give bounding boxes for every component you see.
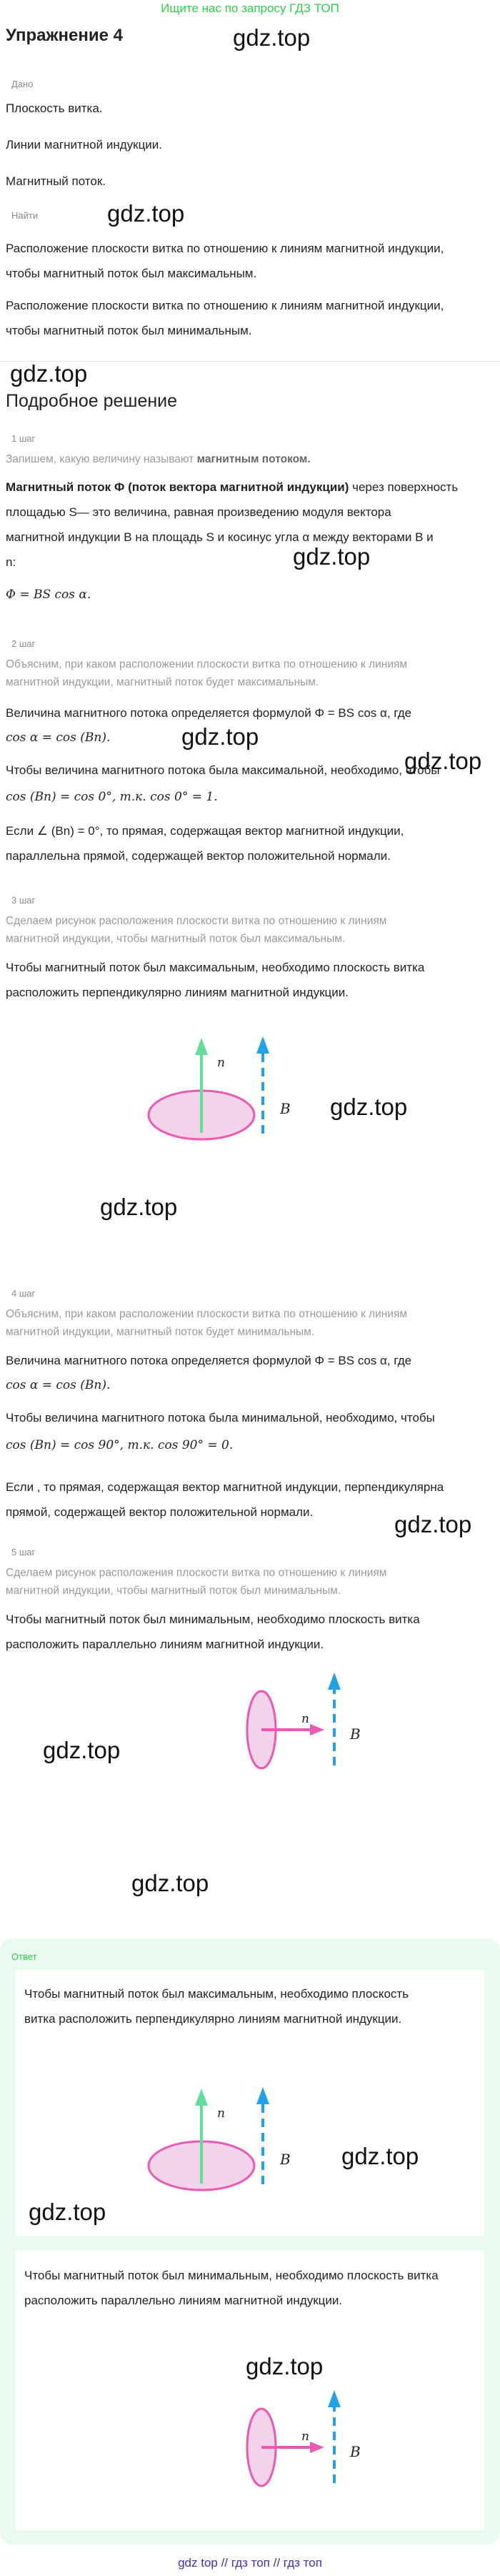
induction-vector-label: B — [350, 1725, 361, 1743]
step-text: прямой, содержащей вектор положительной нормали. — [6, 1505, 314, 1519]
given-line: Линии магнитной индукции. — [6, 138, 163, 152]
normal-vector-arrowhead — [195, 2089, 208, 2106]
step-text: Если , то прямая, содержащая вектор магнитной индукции, перпендикулярна — [6, 1480, 444, 1494]
find-line: чтобы магнитный поток был минимальным. — [6, 324, 252, 337]
step-description: Сделаем рисунок расположения плоскости витка по отношению к линиям — [6, 915, 387, 927]
step-description: магнитной индукции, чтобы магнитный поток был максимальным. — [6, 933, 346, 945]
search-hint-link[interactable]: Ищите нас по запросу ГДЗ ТОП — [161, 1, 339, 15]
step-description: Сделаем рисунок расположения плоскости витка по отношению к линиям — [6, 1567, 387, 1579]
normal-vector-arrowhead — [195, 1038, 208, 1055]
watermark: gdz.top — [330, 1094, 408, 1120]
watermark: gdz.top — [107, 200, 185, 227]
step-label: 4 шаг — [11, 1288, 36, 1299]
footer-links[interactable]: gdz top // гдз топ // гдз топ — [178, 2556, 322, 2570]
step-formula: cos (Bn) = cos 90°, т.к. cos 90° = 0. — [6, 1438, 234, 1452]
find-line: Расположение плоскости витка по отношению к линиям магнитной индукции, — [6, 299, 444, 312]
coil-perpendicular-figure — [136, 2059, 321, 2201]
step-description: Объясним, при каком расположении плоскости витка по отношению к линиям — [6, 1308, 408, 1320]
step-text: параллельна прямой, содержащей вектор положительной нормали. — [6, 849, 391, 863]
step-label: 5 шаг — [11, 1547, 36, 1557]
watermark: gdz.top — [29, 2199, 106, 2225]
step-text: Чтобы величина магнитного потока была минимальной, необходимо, чтобы — [6, 1411, 435, 1425]
step-formula: cos α = cos (Bn). — [6, 1378, 111, 1392]
induction-vector-arrowhead — [328, 2390, 341, 2407]
step-text: Чтобы магнитный поток был минимальным, необходимо плоскость витка — [6, 1613, 420, 1626]
watermark: gdz.top — [246, 2353, 324, 2379]
watermark: gdz.top — [181, 723, 259, 750]
coil-perpendicular-figure — [136, 1008, 321, 1151]
solution-heading: Подробное решение — [6, 391, 178, 411]
step-description: Запишем, какую величину называют магнитным потоком. — [6, 453, 311, 465]
step-label: 2 шаг — [11, 638, 36, 649]
normal-vector-arrowhead — [310, 1724, 324, 1735]
answer-label: Ответ — [11, 1951, 37, 1962]
step-text: магнитной индукции B на площадь S и косинус угла α между векторами B и — [6, 530, 434, 544]
step-formula: cos α = cos (Bn). — [6, 730, 111, 745]
normal-vector-label: n — [301, 1712, 309, 1726]
step-text: Величина магнитного потока определяется формулой Φ = BS cos α, где — [6, 1354, 412, 1367]
watermark: gdz.top — [394, 1511, 472, 1537]
answer-text: Чтобы магнитный поток был минимальным, необходимо плоскость витка — [24, 2269, 439, 2282]
induction-vector-arrowhead — [328, 1673, 341, 1690]
step-formula: cos (Bn) = cos 0°, т.к. cos 0° = 1. — [6, 790, 218, 804]
answer-text: расположить параллельно линиям магнитной индукции. — [24, 2294, 343, 2307]
find-label: Найти — [11, 210, 39, 221]
given-line: Плоскость витка. — [6, 101, 103, 115]
step-text: Чтобы величина магнитного потока была максимальной, необходимо, чтобы — [6, 763, 440, 777]
step-text: n: — [6, 555, 16, 569]
step-text: расположить перпендикулярно линиям магнитной индукции. — [6, 986, 349, 999]
step-text: Величина магнитного потока определяется формулой Φ = BS cos α, где — [6, 706, 412, 720]
watermark: gdz.top — [10, 360, 88, 387]
induction-vector-label: B — [350, 2443, 361, 2460]
step-label: 3 шаг — [11, 895, 36, 906]
induction-vector-arrowhead — [256, 1036, 269, 1054]
step-description: магнитной индукции, магнитный поток будет минимальным. — [6, 1326, 315, 1338]
flux-formula: Φ = BS cos α. — [6, 588, 91, 602]
page-title: Упражнение 4 — [6, 26, 123, 45]
given-line: Магнитный поток. — [6, 174, 106, 188]
watermark: gdz.top — [233, 24, 311, 51]
watermark: gdz.top — [341, 2143, 419, 2169]
induction-vector-label: B — [280, 2151, 291, 2168]
step-label: 1 шаг — [11, 433, 36, 444]
watermark: gdz.top — [100, 1194, 178, 1220]
induction-vector-arrowhead — [256, 2087, 269, 2104]
find-line: чтобы магнитный поток был максимальным. — [6, 267, 257, 280]
watermark: gdz.top — [43, 1737, 121, 1763]
normal-vector-arrowhead — [310, 2442, 324, 2453]
watermark: gdz.top — [293, 543, 371, 570]
answer-text: Чтобы магнитный поток был максимальным, необходимо плоскость — [24, 1987, 409, 2001]
step-text: Если ∠ (Bn) = 0°, то прямая, содержащая вектор магнитной индукции, — [6, 824, 404, 838]
normal-vector-label: n — [301, 2429, 309, 2444]
coil-parallel-figure — [236, 1665, 393, 1773]
given-label: Дано — [11, 79, 34, 89]
answer-text: витка расположить перпендикулярно линиям магнитной индукции. — [24, 2012, 402, 2026]
find-line: Расположение плоскости витка по отношению к линиям магнитной индукции, — [6, 242, 444, 255]
step-description: магнитной индукции, магнитный поток будет максимальным. — [6, 676, 319, 688]
step-text: площадью S— это величина, равная произведению модуля вектора — [6, 505, 391, 519]
normal-vector-label: n — [217, 2106, 225, 2121]
step-text: расположить параллельно линиям магнитной индукции. — [6, 1638, 324, 1651]
normal-vector-label: n — [217, 1056, 225, 1070]
step-description: Объясним, при каком расположении плоскости витка по отношению к линиям — [6, 658, 408, 670]
step-text: Чтобы магнитный поток был максимальным, необходимо плоскость витка — [6, 961, 425, 974]
watermark: gdz.top — [404, 748, 482, 774]
coil-parallel-figure — [236, 2383, 393, 2490]
watermark: gdz.top — [131, 1870, 209, 1896]
step-description: магнитной индукции, чтобы магнитный поток был минимальным. — [6, 1585, 341, 1597]
step-text: Магнитный поток Ф (поток вектора магнитной индукции) через поверхность — [6, 480, 459, 494]
induction-vector-label: B — [280, 1100, 291, 1117]
